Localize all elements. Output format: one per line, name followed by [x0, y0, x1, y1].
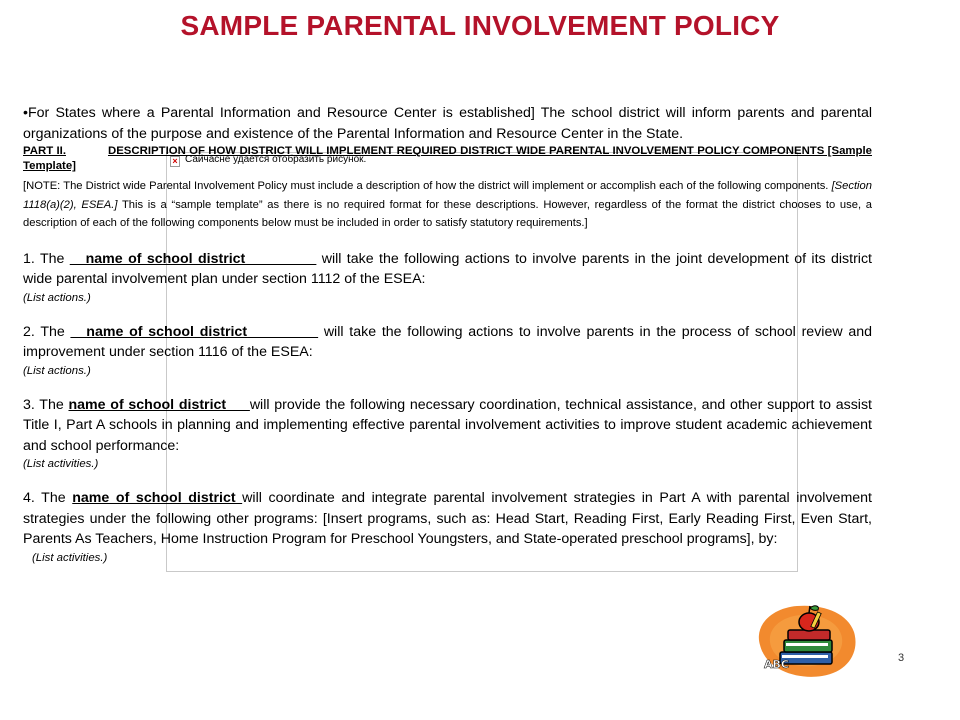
section-1-district-blank: __name of school district_________	[69, 250, 317, 267]
page-title: SAMPLE PARENTAL INVOLVEMENT POLICY	[180, 10, 780, 41]
section-3-list-note: (List activities.)	[23, 458, 99, 470]
note-paragraph	[23, 177, 872, 233]
section-2-district-blank: __name of school district_________	[70, 323, 319, 340]
broken-image-icon: ×	[170, 156, 180, 167]
section-1-rest: will take the following actions to involve parents in the joint development of its district wide parental involvement plan under section 1112 of the ESEA:	[23, 250, 872, 287]
section-2	[23, 322, 872, 379]
section-3-prefix: 3. The	[23, 396, 69, 413]
section-2-list-note: (List actions.)	[23, 364, 91, 377]
note-citation: [Section 1118(a)(2), ESEA.]	[23, 180, 872, 211]
note-text-b: This is a “sample template” as there is no required format for these descriptions. However, regardless of the format the district chooses to use, a description of each of the following components below must be included in order to satisfy statutory requirements.]	[23, 198, 872, 229]
section-4-list-note: (List activities.)	[32, 551, 108, 564]
part-heading-text: DESCRIPTION OF HOW DISTRICT WILL IMPLEMENT REQUIRED DISTRICT WIDE PARENTAL INVOLVEMENT POLICY COMPONENTS [Sample Template]	[23, 145, 872, 172]
section-3-text	[23, 395, 872, 457]
note-text-a: [NOTE: The District wide Parental Involvement Policy must include a description of how the district will implement or accomplish each of the following components.	[23, 180, 832, 192]
section-4-rest: will coordinate and integrate parental involvement strategies in Part A with parental involvement strategies under the following other programs: [Insert programs, such as: Head Start, Reading First, Early Reading First, Even Start, Parents As Teachers, Home Instruction Program for Preschool Youngsters, and State-operated preschool programs], by:	[23, 490, 872, 547]
svg-text:ABC: ABC	[764, 658, 789, 671]
section-2-rest: will take the following actions to involve parents in the process of school review and improvement under section 1116 of the ESEA:	[23, 323, 872, 360]
page-number: 3	[898, 652, 905, 664]
books-apple-clipart	[752, 600, 862, 680]
section-4	[23, 488, 872, 566]
section-3-rest: will provide the following necessary coordination, technical assistance, and other support to assist Title I, Part A schools in planning and implementing effective parental involvement activities to improve student academic achievement and school performance:	[23, 396, 872, 454]
section-4-district-blank: name of school district	[72, 490, 243, 506]
section-2-text	[23, 322, 872, 363]
section-4-text	[23, 488, 872, 550]
section-1-prefix: 1. The	[23, 250, 70, 267]
document-body	[23, 103, 872, 566]
intro-paragraph: •For States where a Parental Information and Resource Center is established] The school district will inform parents and parental organizations of the purpose and existence of the Parental Information and Resource Center in the State.	[23, 105, 872, 142]
section-3-district-blank: name of school district___	[68, 396, 250, 413]
section-1-text	[23, 249, 872, 290]
section-3	[23, 395, 872, 473]
section-1-list-note: (List actions.)	[23, 291, 91, 304]
section-1	[23, 249, 872, 306]
part-label: PART II.	[23, 145, 66, 157]
section-4-prefix: 4. The	[23, 490, 73, 506]
section-2-prefix: 2. The	[23, 323, 71, 340]
broken-image-text: Сайчасне удается отобразить рисунок.	[185, 154, 367, 165]
part-heading	[23, 144, 872, 174]
